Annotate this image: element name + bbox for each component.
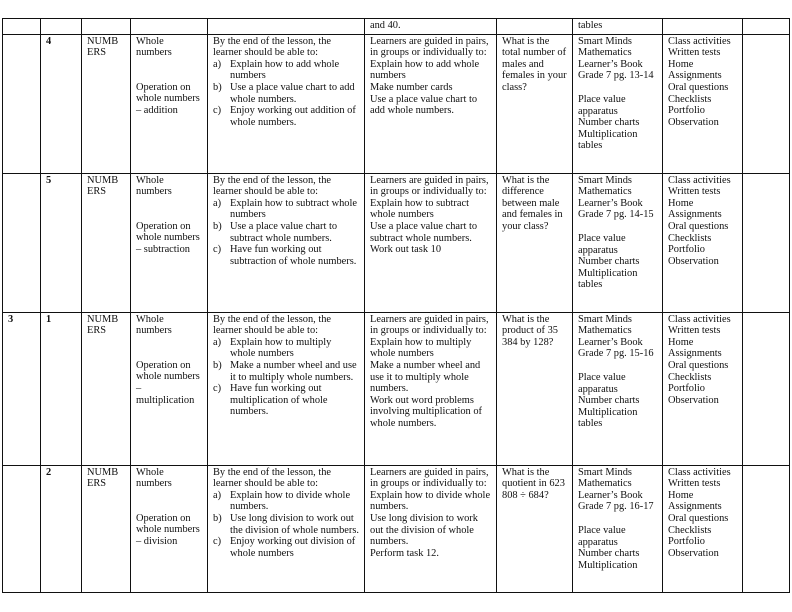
outcome-marker: b): [213, 359, 222, 371]
table-row: [3, 173, 790, 312]
assessment-line: Checklists: [668, 232, 712, 244]
assessment-line: Class activities: [668, 174, 731, 186]
outcome-marker: a): [213, 489, 222, 501]
outcome-item: [213, 383, 359, 418]
outcome-text: Explain how to subtract whole numbers: [230, 197, 357, 221]
assessment-line: Portfolio: [668, 536, 705, 548]
lesson-cell: 4: [41, 34, 82, 173]
key-inquiry-cell: What is the product of 35 384 by 128?: [497, 312, 573, 465]
sub-strand-cell: [131, 173, 208, 312]
outcome-marker: c): [213, 536, 222, 548]
resource-book: Smart Minds Mathematics Learner’s Book Grade 7 pg. 15-16: [578, 313, 654, 360]
resource-line: Multiplication tables: [578, 406, 638, 430]
assessment-line: Class activities: [668, 466, 731, 478]
key-inquiry-cell: What is the difference between male and females in your class?: [497, 173, 573, 312]
sub-strand-topic: Operation on whole numbers – multiplication: [136, 359, 200, 406]
learning-outcomes-cell: [208, 312, 365, 465]
assessment-line: Home Assignments: [668, 197, 722, 221]
outcome-intro: By the end of the lesson, the learner should be able to:: [213, 174, 332, 198]
outcome-item: [213, 221, 359, 244]
learning-activities-cell: [365, 312, 497, 465]
outcome-item: [213, 360, 359, 383]
resource-line: Multiplication: [578, 559, 638, 571]
resource-book: Smart Minds Mathematics Learner’s Book Grade 7 pg. 14-15: [578, 174, 654, 221]
assessment-cell: [663, 312, 743, 465]
activity-line: Explain how to divide whole numbers.: [370, 489, 491, 513]
assessment-line: Class activities: [668, 313, 731, 325]
key-inquiry-cell: What is the quotient in 623 808 ÷ 684?: [497, 465, 573, 592]
activity-line: Explain how to add whole numbers: [370, 58, 480, 82]
activity-line: Learners are guided in pairs, in groups or individually to:: [370, 466, 489, 490]
outcome-item: [213, 513, 359, 536]
assessment-line: Portfolio: [668, 244, 705, 256]
lesson-cell: 1: [41, 312, 82, 465]
resource-materials: [578, 525, 657, 571]
resource-line: Multiplication tables: [578, 267, 638, 291]
outcome-marker: a): [213, 197, 222, 209]
activity-line: Make a number wheel and use it to multiply whole numbers.: [370, 359, 481, 395]
outcome-text: Explain how to multiply whole numbers: [230, 336, 332, 360]
table-row-continuation: [3, 19, 790, 35]
assessment-line: Checklists: [668, 524, 712, 536]
outcome-marker: a): [213, 336, 222, 348]
lesson-cell: 2: [41, 465, 82, 592]
assessment-line: Observation: [668, 394, 719, 406]
assessment-line: Oral questions: [668, 220, 729, 232]
resources-cell: [573, 173, 663, 312]
remarks-cell: [743, 312, 790, 465]
strand-cell: NUMB ERS: [82, 312, 131, 465]
outcome-marker: b): [213, 81, 222, 93]
outcome-marker: b): [213, 220, 222, 232]
activity-line: Learners are guided in pairs, in groups or individually to:: [370, 174, 489, 198]
resources-cell: [573, 465, 663, 592]
sub-strand-title: Whole numbers: [136, 174, 172, 198]
strand-cell: NUMB ERS: [82, 465, 131, 592]
assessment-line: Portfolio: [668, 383, 705, 395]
resources-cell: tables: [573, 19, 663, 35]
outcome-item: [213, 59, 359, 82]
activity-line: Make number cards: [370, 81, 453, 93]
sub-strand-title: Whole numbers: [136, 313, 172, 337]
lesson-cell: 5: [41, 173, 82, 312]
outcome-text: Have fun working out multiplication of whole numbers.: [230, 383, 328, 418]
assessment-line: Observation: [668, 116, 719, 128]
learning-activities-cell: [365, 34, 497, 173]
resource-book: Smart Minds Mathematics Learner’s Book Grade 7 pg. 16-17: [578, 466, 654, 513]
sub-strand-cell: [131, 465, 208, 592]
outcome-list: [213, 198, 359, 268]
outcome-text: Explain how to add whole numbers: [230, 58, 340, 82]
activity-line: Use long division to work out the division of whole numbers.: [370, 512, 478, 548]
assessment-cell: [663, 34, 743, 173]
outcome-text: Use a place value chart to add whole numbers.: [230, 81, 355, 105]
assessment-line: Oral questions: [668, 512, 729, 524]
activity-line: Learners are guided in pairs, in groups or individually to:: [370, 313, 489, 337]
sub-strand-title: Whole numbers: [136, 35, 172, 59]
outcome-list: [213, 490, 359, 560]
outcome-text: Use long division to work out the division of whole numbers.: [230, 512, 360, 536]
resource-line: Multiplication tables: [578, 128, 638, 152]
assessment-line: Class activities: [668, 35, 731, 47]
week-cell: [3, 173, 41, 312]
activity-line: Work out word problems involving multiplication of whole numbers.: [370, 394, 482, 429]
remarks-cell: [743, 173, 790, 312]
key-inquiry-cell: What is the total number of males and females in your class?: [497, 34, 573, 173]
sub-strand-topic: Operation on whole numbers – addition: [136, 81, 200, 116]
assessment-line: Home Assignments: [668, 489, 722, 513]
sub-strand-topic: Operation on whole numbers – subtraction: [136, 220, 200, 255]
outcome-intro: By the end of the lesson, the learner should be able to:: [213, 35, 332, 59]
assessment-line: Oral questions: [668, 81, 729, 93]
assessment-line: Checklists: [668, 371, 712, 383]
outcome-marker: c): [213, 383, 222, 395]
assessment-line: Home Assignments: [668, 58, 722, 82]
resources-cell: [573, 34, 663, 173]
activity-line: Explain how to multiply whole numbers: [370, 336, 472, 360]
resource-materials: [578, 94, 657, 152]
outcome-item: [213, 82, 359, 105]
assessment-line: Written tests: [668, 186, 721, 198]
activity-line: Use a place value chart to add whole numbers.: [370, 93, 478, 117]
strand-cell: NUMB ERS: [82, 34, 131, 173]
learning-outcomes-cell: [208, 34, 365, 173]
learning-outcomes-cell: [208, 465, 365, 592]
learning-activities-cell: [365, 465, 497, 592]
resource-line: Place value apparatus: [578, 93, 626, 117]
assessment-line: Observation: [668, 255, 719, 267]
outcome-text: Make a number wheel and use it to multiply whole numbers.: [230, 359, 357, 383]
assessment-line: Written tests: [668, 478, 721, 490]
learning-activities-cell: [365, 173, 497, 312]
assessment-line: Home Assignments: [668, 336, 722, 360]
activity-line: Perform task 12.: [370, 547, 439, 559]
resource-line: Number charts: [578, 395, 640, 407]
outcome-intro: By the end of the lesson, the learner should be able to:: [213, 466, 332, 490]
outcome-list: [213, 59, 359, 129]
sub-strand-cell: [131, 312, 208, 465]
activity-line: Work out task 10: [370, 244, 442, 256]
activity-line: Learners are guided in pairs, in groups or individually to:: [370, 35, 489, 59]
learning-outcomes-cell: [208, 173, 365, 312]
remarks-cell: [743, 34, 790, 173]
resource-materials: [578, 233, 657, 291]
strand-cell: NUMB ERS: [82, 173, 131, 312]
outcome-item: [213, 536, 359, 559]
outcome-item: [213, 244, 359, 267]
resource-line: Number charts: [578, 117, 640, 129]
outcome-item: [213, 490, 359, 513]
activity-line: Explain how to subtract whole numbers: [370, 197, 469, 221]
assessment-line: Observation: [668, 547, 719, 559]
outcome-item: [213, 198, 359, 221]
resource-line: Number charts: [578, 256, 640, 268]
outcome-item: [213, 105, 359, 128]
outcome-text: Explain how to divide whole numbers.: [230, 489, 351, 513]
assessment-line: Written tests: [668, 325, 721, 337]
assessment-cell: [663, 465, 743, 592]
outcome-item: [213, 337, 359, 360]
resource-line: Number charts: [578, 548, 640, 560]
table-row: [3, 465, 790, 592]
resource-book: Smart Minds Mathematics Learner’s Book Grade 7 pg. 13-14: [578, 35, 654, 82]
sub-strand-cell: [131, 34, 208, 173]
assessment-line: Oral questions: [668, 359, 729, 371]
activity-line: Use a place value chart to subtract whole numbers.: [370, 220, 478, 244]
resource-line: Place value apparatus: [578, 524, 626, 548]
remarks-cell: [743, 465, 790, 592]
table-row: [3, 312, 790, 465]
outcome-intro: By the end of the lesson, the learner should be able to:: [213, 313, 332, 337]
outcome-marker: b): [213, 512, 222, 524]
week-cell: [3, 465, 41, 592]
outcome-list: [213, 337, 359, 418]
outcome-marker: c): [213, 244, 222, 256]
resource-line: Place value apparatus: [578, 371, 626, 395]
resource-materials: [578, 372, 657, 430]
resources-cell: [573, 312, 663, 465]
outcome-text: Have fun working out subtraction of whole numbers.: [230, 244, 357, 267]
scheme-of-work-table: [2, 18, 790, 593]
assessment-line: Written tests: [668, 47, 721, 59]
resource-line: Place value apparatus: [578, 232, 626, 256]
week-cell: [3, 34, 41, 173]
outcome-text: Enjoy working out addition of whole numbers.: [230, 105, 356, 128]
assessment-line: Portfolio: [668, 105, 705, 117]
sub-strand-title: Whole numbers: [136, 466, 172, 490]
assessment-line: Checklists: [668, 93, 712, 105]
outcome-marker: c): [213, 105, 222, 117]
week-cell: 3: [3, 312, 41, 465]
assessment-cell: [663, 173, 743, 312]
activities-cell: and 40.: [365, 19, 497, 35]
sub-strand-topic: Operation on whole numbers – division: [136, 512, 200, 547]
outcome-text: Use a place value chart to subtract whole numbers.: [230, 220, 338, 244]
table-row: [3, 34, 790, 173]
outcome-marker: a): [213, 58, 222, 70]
outcome-text: Enjoy working out division of whole numbers: [230, 536, 356, 559]
